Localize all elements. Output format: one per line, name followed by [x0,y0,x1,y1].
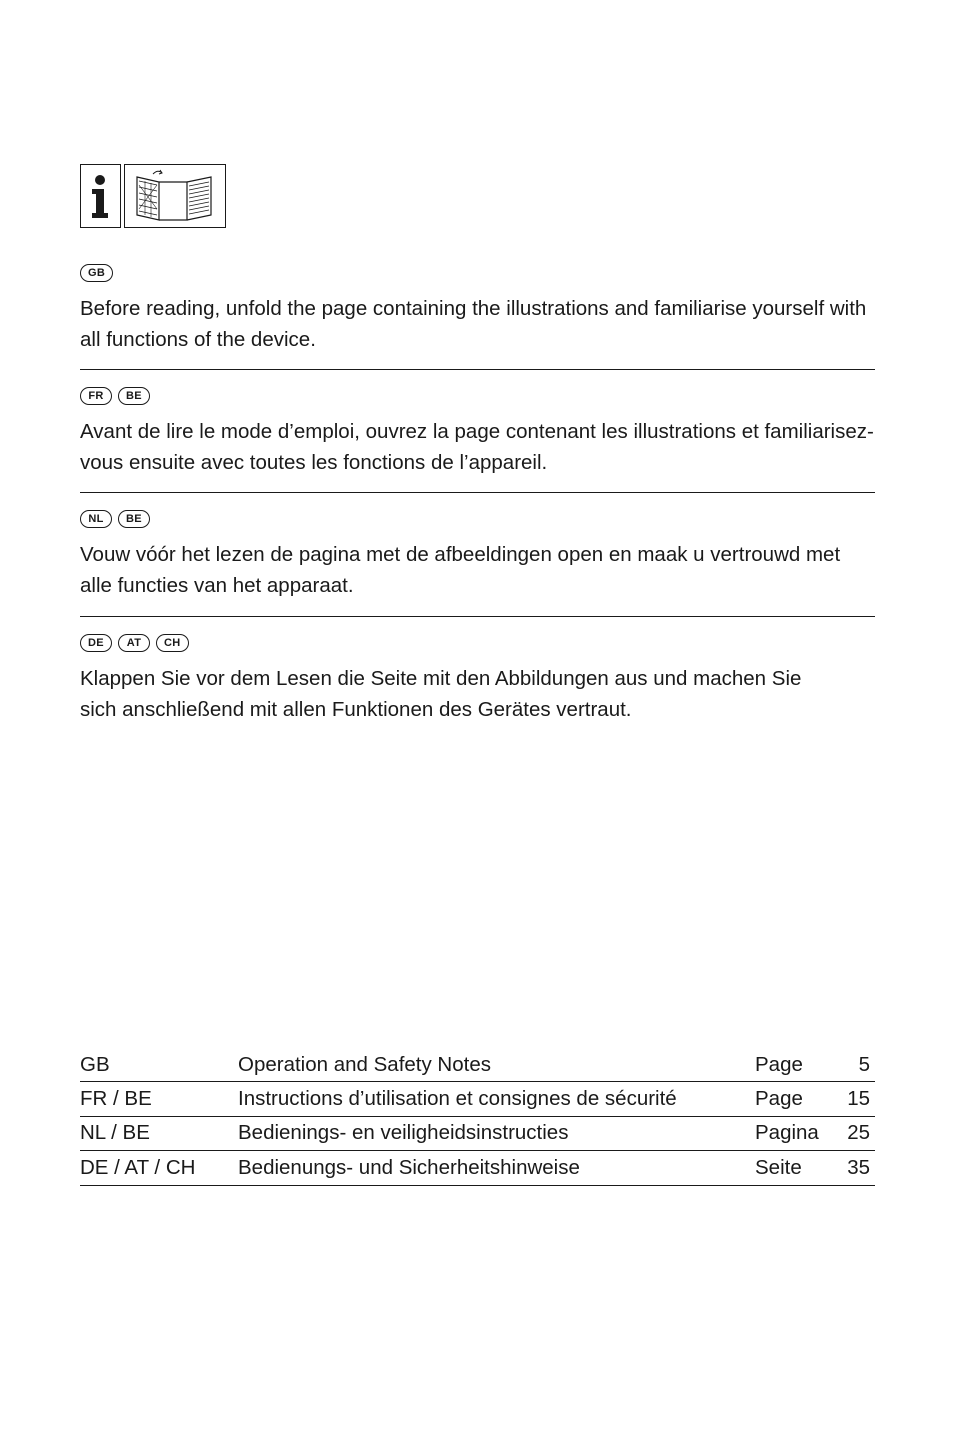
toc-language-code: GB [80,1053,110,1076]
country-badge: NL [80,510,112,528]
toc-row [80,1116,875,1151]
toc-language-code: DE / AT / CH [80,1155,196,1179]
country-badge: BE [118,510,150,528]
toc-row [80,1082,875,1117]
country-badges [80,508,875,530]
toc-language-code: NL / BE [80,1121,150,1145]
instruction-text: Before reading, unfold the page containing the illustrations and familiarise yourself with all functions of the device. [80,297,867,351]
toc-language-code: FR / BE [80,1086,152,1110]
toc-page-number: 5 [858,1053,870,1076]
table-of-contents [80,1049,875,1186]
toc-title: Instructions d’utilisation et consignes de sécurité [238,1086,677,1110]
country-badges [80,385,875,407]
toc-page-label: Page [755,1053,803,1076]
section-nl-be [80,508,875,601]
divider [80,369,875,370]
section-fr-be [80,385,875,478]
unfold-page-icon [124,164,226,228]
instruction-text: Avant de lire le mode d’emploi, ouvrez la page contenant les illustrations et familiarisez-vous ensuite avec toutes les fonctions de l’appareil. [80,420,874,474]
country-badge: AT [118,634,150,652]
toc-title: Bedienings- en veiligheidsinstructies [238,1121,569,1145]
country-badge: BE [118,387,150,405]
toc-page-label: Seite [755,1155,802,1179]
country-badge: GB [80,264,113,282]
instruction-text: Klappen Sie vor dem Lesen die Seite mit den Abbildungen aus und machen Sie sich anschließend mit allen Funktionen des Gerätes vertraut. [80,667,802,721]
toc-title: Operation and Safety Notes [238,1053,491,1076]
information-icon [80,164,121,228]
divider [80,492,875,493]
instruction-text: Vouw vóór het lezen de pagina met de afbeeldingen open en maak u vertrouwd met alle functies van het apparaat. [80,543,841,597]
country-badge: CH [156,634,189,652]
country-badges [80,262,875,284]
toc-title: Bedienungs- und Sicherheitshinweise [238,1155,580,1179]
toc-page-label: Page [755,1086,803,1110]
toc-page-number: 35 [847,1155,870,1179]
toc-page-number: 15 [847,1086,870,1110]
country-badges [80,632,875,654]
divider [80,616,875,617]
toc-page-number: 25 [847,1121,870,1145]
country-badge: DE [80,634,112,652]
country-badge: FR [80,387,112,405]
toc-row [80,1151,875,1186]
toc-page-label: Pagina [755,1121,819,1145]
info-icons [80,164,226,228]
section-gb [80,262,875,355]
section-de-at-ch [80,632,875,725]
toc-row [80,1049,875,1082]
